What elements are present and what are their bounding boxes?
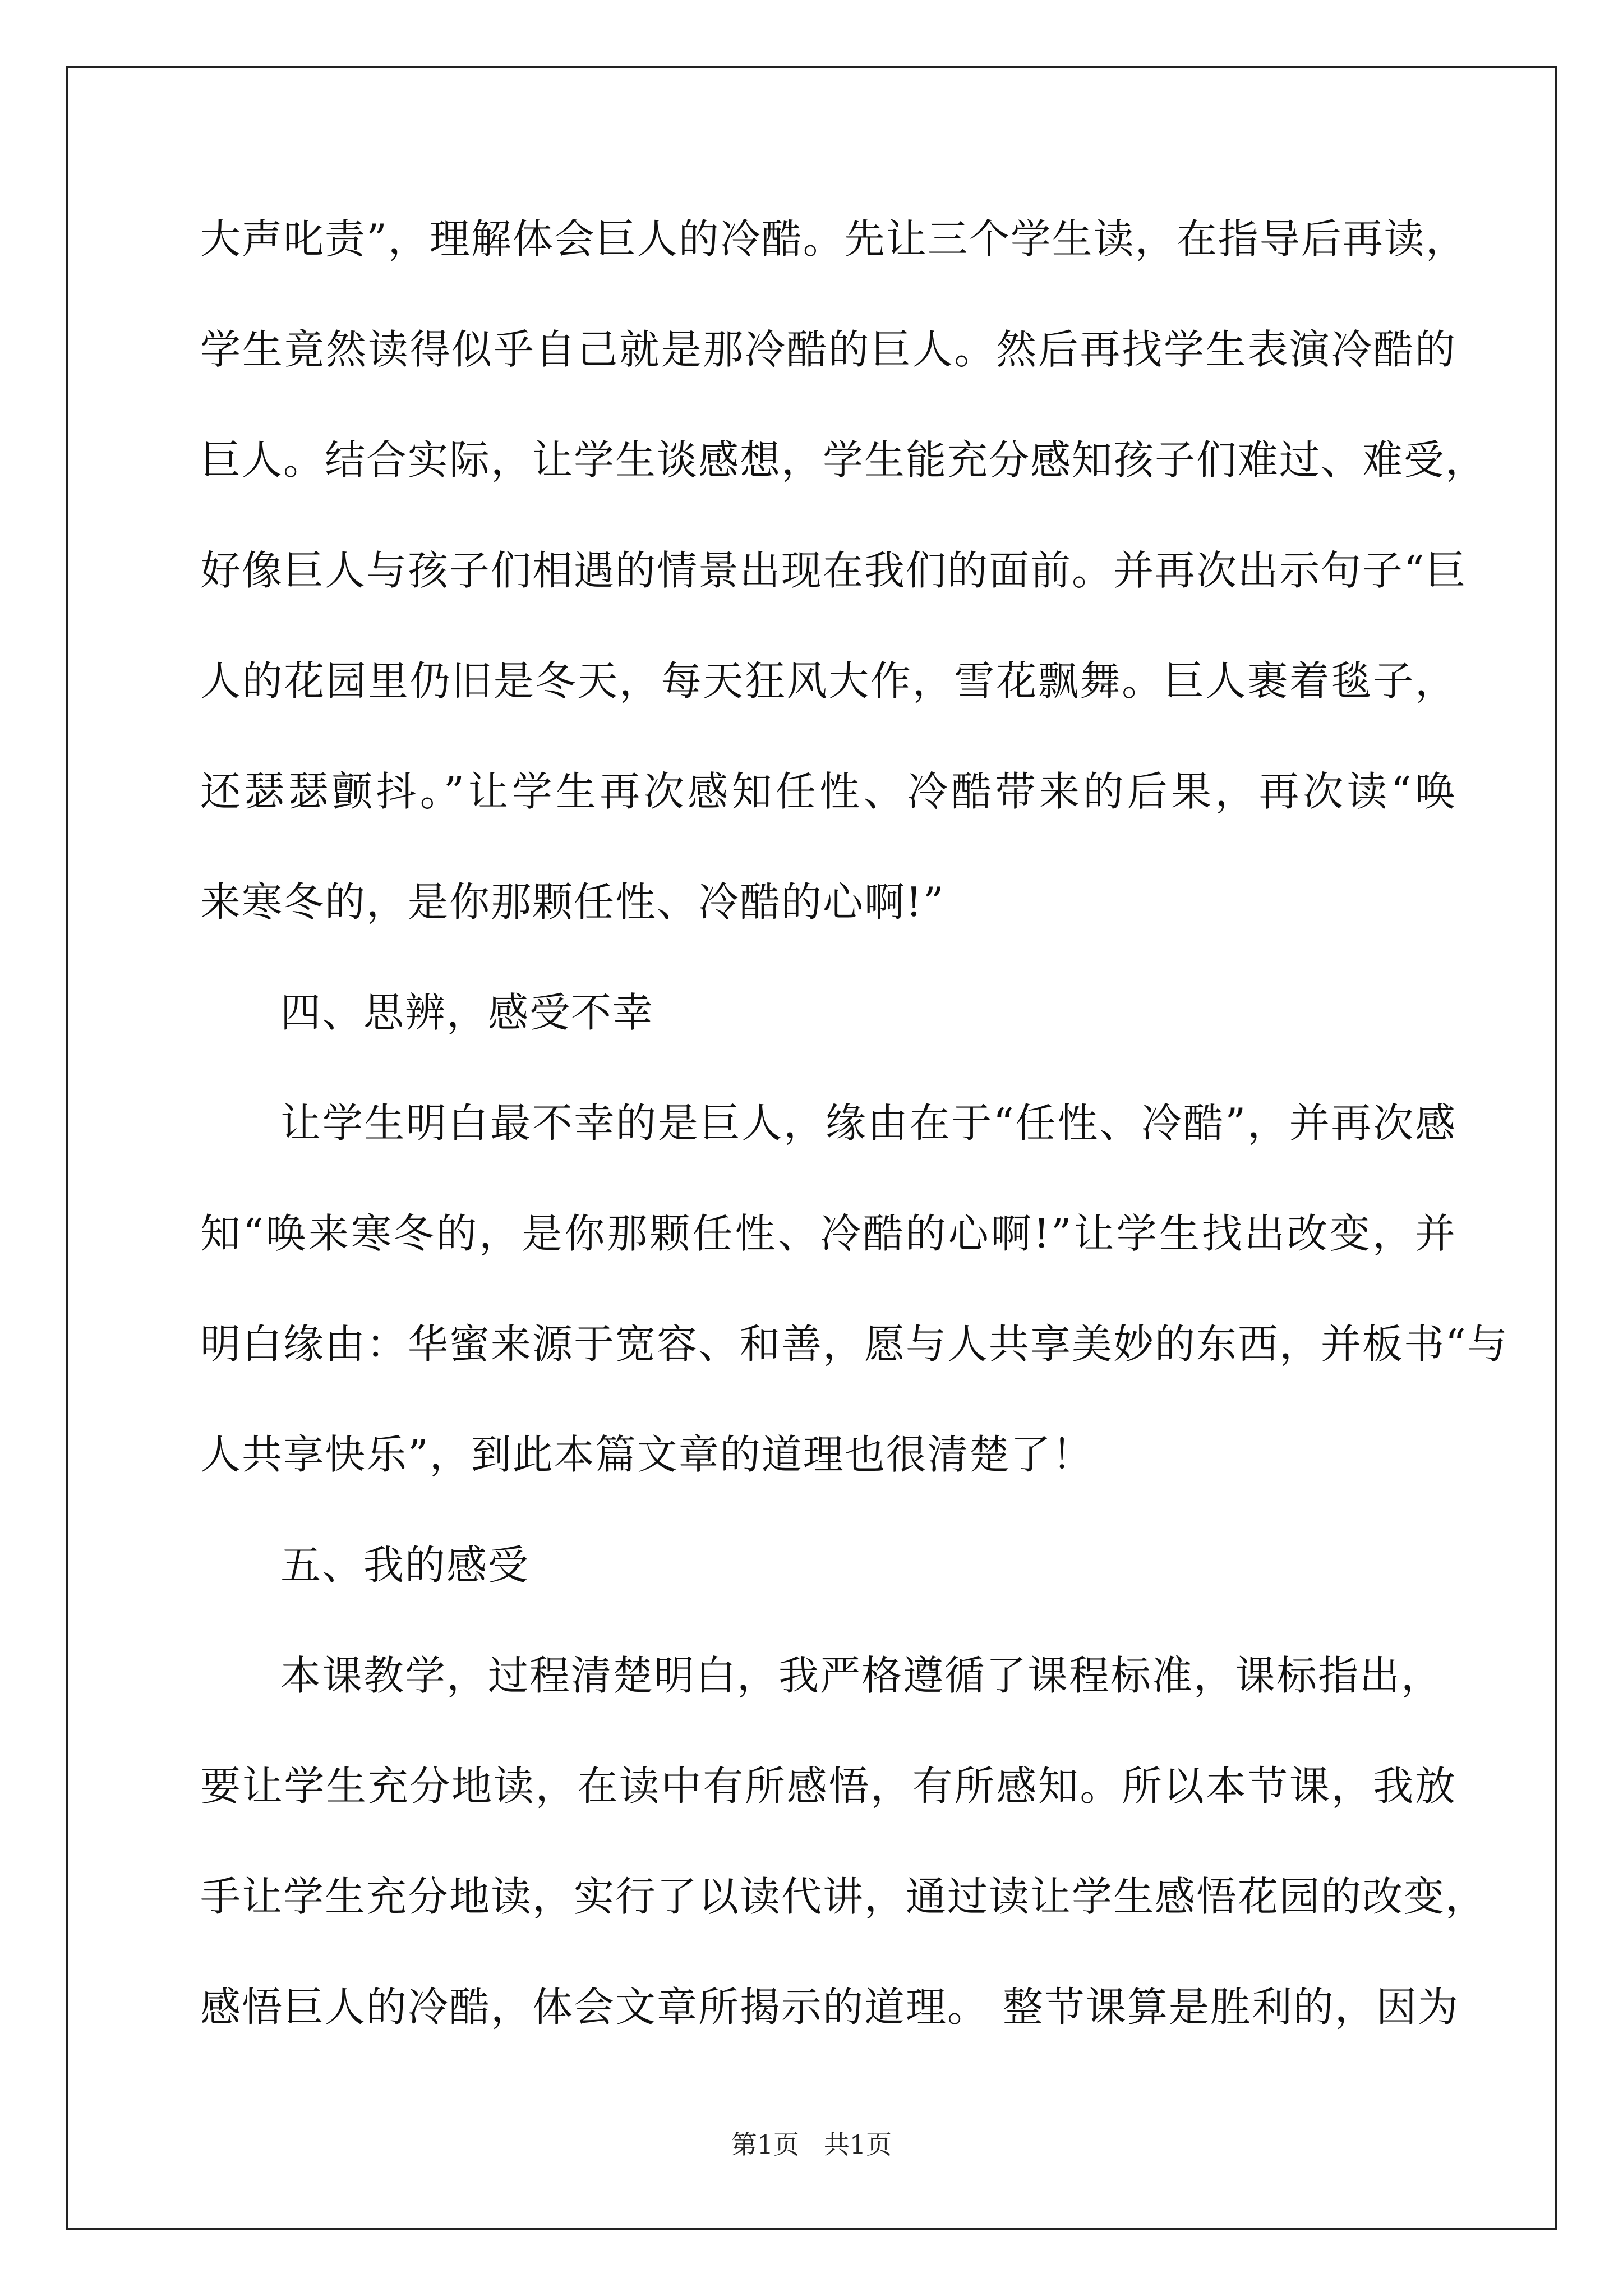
section-heading: 五、我的感受 [280,1542,530,1589]
paragraph-line: 本课教学，过程清楚明白，我严格遵循了课程标准，课标指出， [280,1652,1443,1699]
paragraph-line: 还瑟瑟颤抖。”让学生再次感知任性、冷酷带来的后果，再次读“唤 [200,768,1456,815]
paragraph-line: 要让学生充分地读，在读中有所感悟，有所感知。所以本节课，我放 [200,1763,1456,1810]
paragraph-line: 人共享快乐”，到此本篇文章的道理也很清楚了！ [200,1431,1094,1478]
paragraph-line: 学生竟然读得似乎自己就是那冷酷的巨人。然后再找学生表演冷酷的 [200,326,1456,373]
paragraph-line: 好像巨人与孩子们相遇的情景出现在我们的面前。并再次出示句子“巨 [200,547,1467,594]
paragraph-line: 让学生明白最不幸的是巨人，缘由在于“任性、冷酷”，并再次感 [280,1099,1456,1147]
paragraph-line: 来寒冬的，是你那颗任性、冷酷的心啊!” [200,878,945,926]
paragraph-line: 人的花园里仍旧是冬天，每天狂风大作，雪花飘舞。巨人裹着毯子， [200,657,1456,705]
paragraph-line: 大声叱责”，理解体会巨人的冷酷。先让三个学生读，在指导后再读， [200,215,1467,263]
paragraph-line: 手让学生充分地读，实行了以读代讲，通过读让学生感悟花园的改变， [200,1873,1487,1920]
paragraph-line: 巨人。结合实际，让学生谈感想，学生能充分感知孩子们难过、难受， [200,436,1487,484]
page-number: 第1页 共1页 [731,2129,892,2160]
paragraph-line: 感悟巨人的冷酷，体会文章所揭示的道理。 整节课算是胜利的，因为 [200,1984,1459,2031]
section-heading: 四、思辨，感受不幸 [280,989,654,1036]
paragraph-line: 知“唤来寒冬的，是你那颗任性、冷酷的心啊!”让学生找出改变，并 [200,1210,1456,1257]
paragraph-line: 明白缘由：华蜜来源于宽容、和善，愿与人共享美妙的东西，并板书“与 [200,1320,1509,1368]
